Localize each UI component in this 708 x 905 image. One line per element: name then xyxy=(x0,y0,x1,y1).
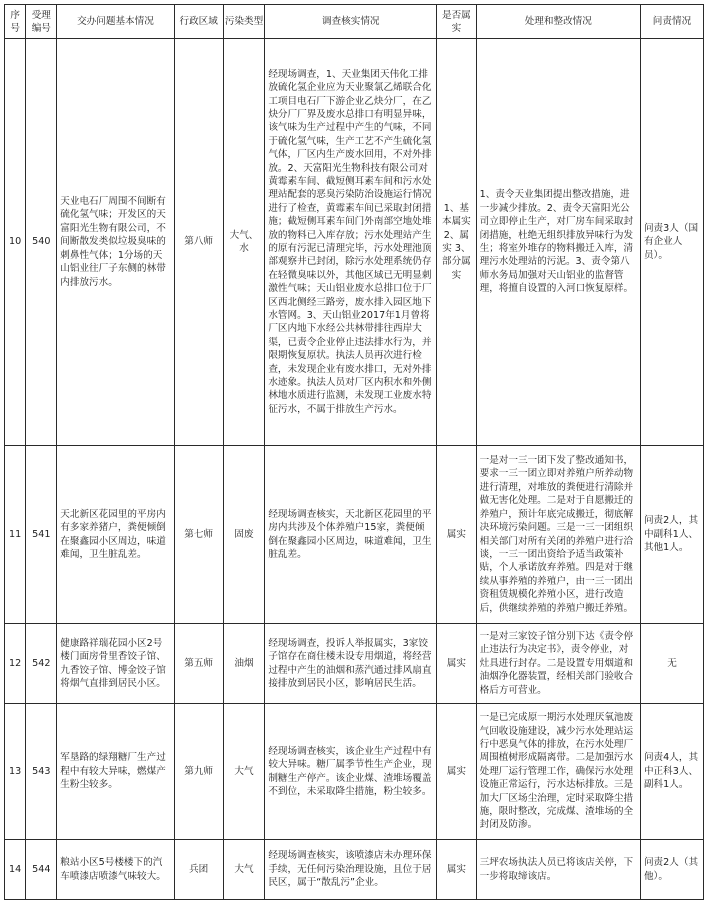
complaint-table xyxy=(4,4,704,900)
cell-handling: 一是已完成原一期污水处理厌氧池废气回收设施建设，减少污水处理站运行中恶臭气体的排放，在污水处理厂周围植树形成隔离带。二是加强污水处理厂运行管理工作，确保污水处理设施正常运行，污水达标排放。三是加大厂区场尘治理，定时采取降尘措施，限时整改，完成煤、渣堆场的全封闭及防渗。 xyxy=(476,704,640,840)
cell-acceptance-no: 543 xyxy=(26,704,57,840)
cell-region: 兵团 xyxy=(174,840,223,900)
cell-accountability: 问责2人，其中副科1人、其他1人。 xyxy=(640,446,703,624)
cell-accountability: 无 xyxy=(640,624,703,704)
cell-verified: 属实 xyxy=(437,840,476,900)
cell-seq: 13 xyxy=(5,704,26,840)
cell-verified: 1、基本属实 2、属实 3、部分属实 xyxy=(437,39,476,446)
cell-handling: 一是对三家饺子馆分别下达《责令停止违法行为决定书》，责令停业，对灶具进行封存。二是设置专用烟道和油烟净化器装置，经相关部门验收合格后方可营业。 xyxy=(476,624,640,704)
cell-region: 第九师 xyxy=(174,704,223,840)
cell-seq: 10 xyxy=(5,39,26,446)
cell-acceptance-no: 541 xyxy=(26,446,57,624)
table-header-row xyxy=(5,5,704,39)
cell-acceptance-no: 540 xyxy=(26,39,57,446)
table-row xyxy=(5,624,704,704)
cell-issue: 粮站小区5号楼楼下的汽车喷漆店喷漆气味较大。 xyxy=(57,840,174,900)
table-row xyxy=(5,704,704,840)
cell-pollution-type: 大气、水 xyxy=(223,39,265,446)
cell-seq: 11 xyxy=(5,446,26,624)
cell-region: 第七师 xyxy=(174,446,223,624)
header-verified: 是否属实 xyxy=(437,5,476,39)
cell-handling: 一是对一三一团下发了整改通知书，要求一三一团立即对养殖户所养动物进行清理，对堆放的粪便进行清除并做无害化处理。二是对于自愿搬迁的养殖户，预计年底完成搬迁，彻底解决环境污染问题。三是一三一团组织相关部门对所有关闭的养殖户进行洽谈，一三一团出资给予适当政策补贴，个人承诺放弃养殖。四是对于继续从事养殖的养殖户，由一三一团出资租赁规模化养殖小区，进行改造后，供继续养殖的养殖户搬迁养殖。 xyxy=(476,446,640,624)
cell-seq: 12 xyxy=(5,624,26,704)
cell-pollution-type: 大气 xyxy=(223,840,265,900)
cell-issue: 天业电石厂周围不间断有硫化氢气味；开发区的天富阳光生物有限公司，不间断散发类似垃圾臭味的刺鼻性气体；1分场的天山铝业往厂子东侧的林带内排放污水。 xyxy=(57,39,174,446)
header-seq: 序号 xyxy=(5,5,26,39)
table-row xyxy=(5,840,704,900)
cell-issue: 军垦路的绿翔糖厂生产过程中有较大异味，燃煤产生粉尘较多。 xyxy=(57,704,174,840)
header-acceptance-no: 受理编号 xyxy=(26,5,57,39)
header-investigation: 调查核实情况 xyxy=(265,5,437,39)
cell-accountability: 问责4人，其中正科3人、副科1人。 xyxy=(640,704,703,840)
cell-handling: 1、责令天业集团提出整改措施，进一步减少排放。2、责令天富阳光公司立即停止生产，对厂房车间采取封闭措施，杜绝无组织排放异味行为发生；将室外堆存的物料搬迁入库，清理污水处理站的污泥。3、责令第八师水务局加强对天山铝业的监督管理，将擅自设置的入河口恢复原样。 xyxy=(476,39,640,446)
cell-investigation: 经现场调查，投诉人举报属实，3家饺子馆存在商住楼未设专用烟道，将经营过程中产生的油烟和蒸汽通过排风扇直接排放到居民小区，影响居民生活。 xyxy=(265,624,437,704)
header-accountability: 问责情况 xyxy=(640,5,703,39)
cell-investigation: 经现场调查，1、天业集团天伟化工排放硫化氢企业应为天业聚氯乙烯联合化工项目电石厂下游企业乙炔分厂，在乙炔分厂厂界及废水总排口有明显异味，该气味为生产过程中产生的气味，不同于硫化氢气味，生产工艺不产生硫化氢气体，厂区内生产废水回用，不对外排放。2、天富阳光生物科技有限公司对黄霉素车间、截短侧耳素车间和污水处理站配套的恶臭污染防治设施运行情况进行了检查，黄霉素车间已采取封闭措施；截短侧耳素车间门外南部空地处堆放的物料已入库存放；污水处理站产生的原有污泥已清理完毕，污水处理池顶部观察井已封闭，除污水处理系统仍存在轻微臭味以外，其他区域已无明显刺激性气味；天山铝业废水总排口位于厂区西北侧经三路旁，废水排入园区地下水管网。3、天山铝业2017年1月曾将厂区内地下水经公共林带排往西岸大渠，已责令企业停止违法排水行为，并限期恢复原状。执法人员再次进行检查，未发现企业有废水排口，无对外排水迹象。执法人员对厂区内积水和外侧林地水质进行监测，未发现工业废水特征污水，不属于排放生产污水。 xyxy=(265,39,437,446)
cell-pollution-type: 大气 xyxy=(223,704,265,840)
cell-region: 第五师 xyxy=(174,624,223,704)
complaint-table-sheet xyxy=(4,4,704,900)
cell-acceptance-no: 542 xyxy=(26,624,57,704)
table-row xyxy=(5,446,704,624)
cell-verified: 属实 xyxy=(437,704,476,840)
cell-region: 第八师 xyxy=(174,39,223,446)
cell-issue: 天北新区花园里的平房内有多家养猪户，粪便倾倒在聚鑫园小区周边，味道难闻，卫生脏乱差。 xyxy=(57,446,174,624)
cell-acceptance-no: 544 xyxy=(26,840,57,900)
cell-accountability: 问责3人（国有企业人员）。 xyxy=(640,39,703,446)
cell-handling: 三坪农场执法人员已将该店关停，下一步将取缔该店。 xyxy=(476,840,640,900)
cell-pollution-type: 固废 xyxy=(223,446,265,624)
cell-seq: 14 xyxy=(5,840,26,900)
cell-accountability: 问责2人（其他）。 xyxy=(640,840,703,900)
cell-verified: 属实 xyxy=(437,446,476,624)
cell-investigation: 经现场调查核实，天北新区花园里的平房内共涉及个体养殖户15家，粪便倾倒在聚鑫园小区周边，味道难闻，卫生脏乱差。 xyxy=(265,446,437,624)
table-row xyxy=(5,39,704,446)
cell-verified: 属实 xyxy=(437,624,476,704)
header-region: 行政区域 xyxy=(174,5,223,39)
header-pollution-type: 污染类型 xyxy=(223,5,265,39)
cell-investigation: 经现场调查核实，该企业生产过程中有较大异味。糖厂属季节性生产企业，现制糖生产停产。该企业煤、渣堆场覆盖不到位，未采取降尘措施，粉尘较多。 xyxy=(265,704,437,840)
header-issue: 交办问题基本情况 xyxy=(57,5,174,39)
cell-issue: 健康路祥瑞花园小区2号楼门面房骨里香饺子馆、九香饺子馆、博金饺子馆将烟气直排到居民小区。 xyxy=(57,624,174,704)
header-handling: 处理和整改情况 xyxy=(476,5,640,39)
cell-pollution-type: 油烟 xyxy=(223,624,265,704)
cell-investigation: 经现场调查核实，该喷漆店未办理环保手续，无任何污染治理设施，且位于居民区，属于“散乱污”企业。 xyxy=(265,840,437,900)
